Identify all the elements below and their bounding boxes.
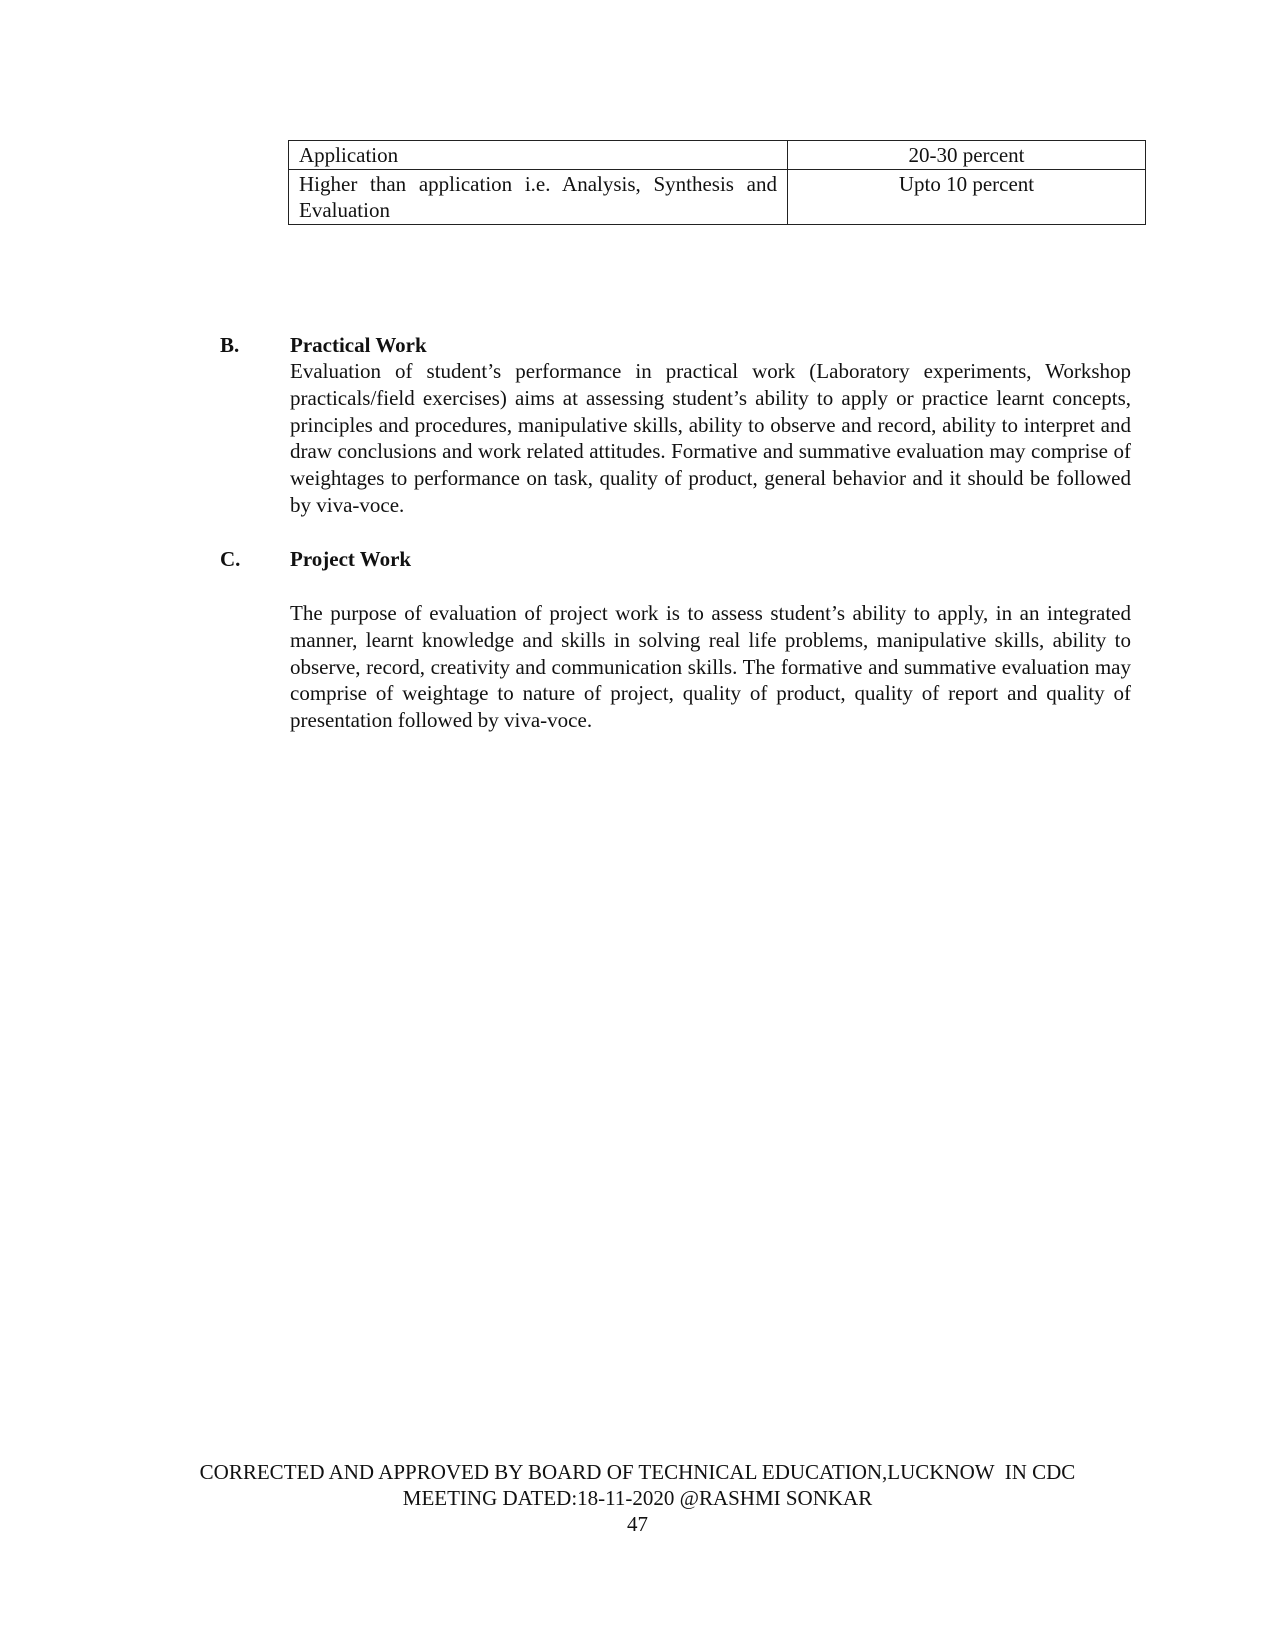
section-b-letter: B. bbox=[220, 333, 240, 357]
table-row bbox=[289, 170, 1146, 225]
section-c-body: The purpose of evaluation of project work is to assess student’s ability to apply, in an integrated manner, learnt knowledge and skills in solving real life problems, manipulative skills, ability to observe, record, creativity and communication skills. The formative and summative evaluation may comprise of weightage to nature of project, quality of product, quality of report and quality of presentation followed by viva-voce. bbox=[290, 601, 1131, 733]
table-cell-weight: 20-30 percent bbox=[788, 141, 1146, 170]
footer-approval-line: CORRECTED AND APPROVED BY BOARD OF TECHNICAL EDUCATION,LUCKNOW IN CDC bbox=[199, 1460, 1076, 1484]
footer-meeting-line: MEETING DATED:18-11-2020 @RASHMI SONKAR bbox=[402, 1486, 873, 1510]
page-footer bbox=[0, 1459, 1275, 1537]
section-c-letter: C. bbox=[220, 547, 241, 571]
table-row bbox=[289, 141, 1146, 170]
table-cell-level: Application bbox=[289, 141, 788, 170]
weightage-table bbox=[288, 140, 1146, 225]
page-number: 47 bbox=[627, 1512, 648, 1536]
table-cell-level: Higher than application i.e. Analysis, Synthesis and Evaluation bbox=[289, 170, 788, 225]
section-b-title: Practical Work bbox=[290, 333, 427, 357]
section-b-body: Evaluation of student’s performance in practical work (Laboratory experiments, Workshop practicals/field exercises) aims at assessing student’s ability to apply or practice learnt concepts, principles and procedures, manipulative skills, ability to observe and record, ability to interpret and draw conclusions and work related attitudes. Formative and summative evaluation may comprise of weightages to performance on task, quality of product, general behavior and it should be followed by viva-voce. bbox=[290, 359, 1131, 517]
table-cell-weight: Upto 10 percent bbox=[788, 170, 1146, 225]
section-c-title: Project Work bbox=[290, 547, 412, 571]
